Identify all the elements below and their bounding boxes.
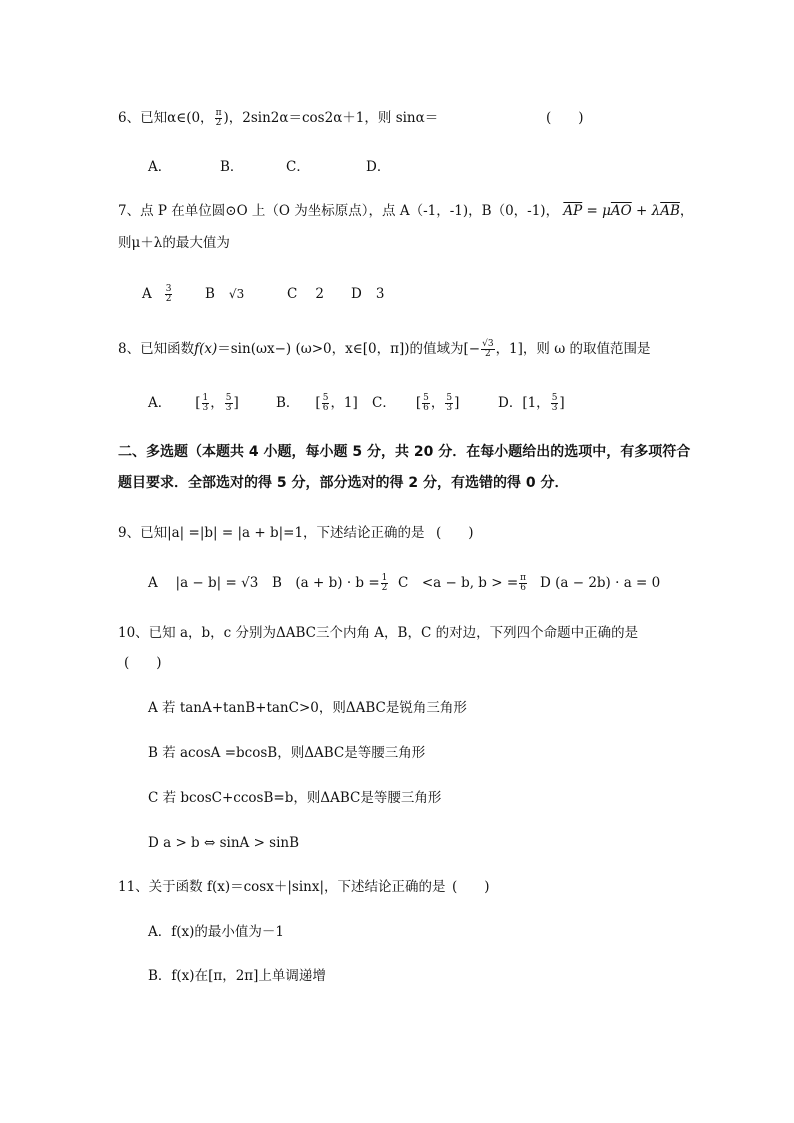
q9-option-d: D (a − 2b) · a = 0: [540, 575, 661, 591]
q9-opt-b-num: 1: [381, 573, 388, 583]
q8-option-c: C． [ $\frac{5}{6}$ ， $\frac{5}{3}$ ]: [372, 393, 460, 413]
q8-option-d: D．[1， $\frac{5}{3}$ ]: [498, 393, 565, 413]
q8-opt-b-tail: ，1]: [330, 395, 358, 411]
q8-range-num: √3: [482, 339, 494, 349]
q7-stem-text: 7、点 P 在单位圆⊙O 上（O 为坐标原点），点 A（-1，-1)，B（0，-1)，: [118, 203, 560, 219]
q7-option-a: [142, 284, 173, 304]
q6-stem-tail: )，2sin2α＝cos2α＋1，则 sinα＝: [223, 110, 439, 126]
q8-opt-a-n1: 1: [202, 393, 209, 403]
q8-stem-b: ＝sin(ωx−) (ω>0，x∈[0，π])的值域为: [217, 341, 464, 357]
q9-option-c: [398, 573, 528, 593]
q8-opt-d-label: D．[1，: [498, 395, 550, 411]
q7-opt-a-label: A: [142, 286, 152, 302]
q10-option-c: C 若 bcosC+ccosB=b，则ΔABC是等腰三角形: [148, 790, 442, 806]
q8-opt-b-d: 6: [322, 403, 329, 413]
q11-answer-paren: ( ): [452, 879, 490, 895]
q8-opt-d-frac: [551, 394, 559, 413]
q7-vector-ab: $\overline{AB}$: [660, 203, 680, 219]
question-7-stem: [118, 201, 693, 221]
q6-option-a: A．: [148, 159, 172, 175]
q8-range-frac: [481, 340, 494, 359]
q11-option-b: B．f(x)在[π，2π]上单调递增: [148, 968, 326, 984]
q9-answer-paren: ( ): [436, 525, 474, 541]
q6-stem-text: 6、已知α∈(0，: [118, 110, 214, 126]
q8-opt-d-d: 3: [551, 403, 558, 413]
q7-line2: 则μ＋λ的最大值为: [118, 235, 230, 251]
q8-opt-c-n2: 5: [446, 393, 453, 403]
q7-lambda: λ: [651, 203, 661, 219]
q8-range-close: ，1]，则 ω 的取值范围是: [495, 341, 651, 357]
q9-opt-c-den: 6: [520, 583, 526, 593]
q6-option-b: B．: [220, 159, 244, 175]
q7-comma: ，: [679, 203, 694, 219]
question-6-stem: [118, 108, 438, 128]
question-9-stem: 9、已知|a| =|b| = |a + b|=1，下述结论正确的是: [118, 525, 425, 541]
q8-opt-c-frac2: [445, 394, 453, 413]
q8-opt-a-d1: 3: [202, 403, 209, 413]
q8-range-open: [−: [463, 341, 481, 357]
q6-answer-paren: ( ): [546, 110, 584, 126]
q8-opt-a-frac1: [202, 394, 210, 413]
q7-opt-d-label: D: [351, 286, 362, 302]
section2-heading-line2: 题目要求．全部选对的得 5 分，部分选对的得 2 分，有选错的得 0 分．: [118, 475, 569, 491]
q7-opt-b-label: B: [205, 286, 215, 302]
q9-opt-c-num: π: [520, 573, 527, 583]
q9-opt-c-frac: [519, 574, 527, 593]
q7-opt-b-val: √3: [228, 287, 245, 301]
q7-opt-a-den: 2: [165, 294, 172, 304]
q7-opt-c-val: 2: [315, 286, 324, 302]
q6-frac-den: 2: [215, 118, 222, 128]
q8-opt-b-n: 5: [322, 393, 329, 403]
q8-option-b: B． [ $\frac{5}{6}$ ，1]: [276, 393, 358, 413]
q8-opt-b-label: B．: [276, 395, 300, 411]
q11-option-a: A．f(x)的最小值为－1: [148, 924, 284, 940]
q7-option-d: [351, 284, 384, 304]
q9-option-a: A |a − b| = √3: [148, 575, 259, 591]
q8-opt-a-d2: 3: [225, 403, 232, 413]
q8-opt-a-frac2: [225, 394, 233, 413]
q7-opt-a-frac: [165, 285, 173, 304]
q8-opt-b-frac: [322, 394, 330, 413]
q7-vector-ao: $\overline{AO}$: [610, 203, 632, 219]
q8-option-a: A． [ $\frac{1}{3}$ ， $\frac{5}{3}$ ]: [148, 393, 239, 413]
question-8-stem: [118, 339, 651, 359]
q10-answer-paren: ( ): [124, 655, 162, 671]
q9-opt-b-den: 2: [381, 583, 388, 593]
q9-option-b: [272, 573, 389, 593]
question-10-stem: 10、已知 a，b，c 分别为ΔABC三个内角 A，B，C 的对边，下列四个命题中正确的是: [118, 625, 639, 641]
q10-option-b: B 若 acosA =bcosB，则ΔABC是等腰三角形: [148, 745, 426, 761]
q7-opt-c-label: C: [287, 286, 298, 302]
q10-option-d: D a > b ⇔ sinA > sinB: [148, 835, 300, 851]
q8-opt-a-n2: 5: [225, 393, 232, 403]
q8-opt-a-label: A．: [148, 395, 172, 411]
question-11-stem: 11、关于函数 f(x)＝cosx＋|sinx|，下述结论正确的是: [118, 879, 446, 895]
q6-frac-num: π: [215, 108, 222, 118]
q8-stem-a: 8、已知函数: [118, 341, 195, 357]
q8-fx: f(x): [194, 341, 218, 357]
q6-option-c: C．: [286, 159, 310, 175]
q9-opt-b-label: B (a + b) · b =: [272, 575, 380, 591]
section2-heading-line1: 二、多选题（本题共 4 小题，每小题 5 分，共 20 分．在每小题给出的选项中，有多项符合: [118, 444, 691, 460]
q7-vector-ap: $\overline{AP}$: [563, 203, 583, 219]
q8-range-den: 2: [484, 349, 491, 359]
q7-opt-d-val: 3: [375, 286, 385, 302]
q8-opt-c-frac1: [422, 394, 430, 413]
q6-pi-over-2: [215, 109, 223, 128]
q8-opt-d-n: 5: [551, 393, 558, 403]
q9-opt-b-frac: [381, 574, 389, 593]
q7-option-b: [205, 284, 244, 304]
q7-mu: μ: [602, 203, 611, 219]
q7-eq: =: [586, 203, 598, 219]
q6-option-d: D．: [366, 159, 391, 175]
q8-opt-c-d2: 3: [446, 403, 453, 413]
q8-opt-c-n1: 5: [423, 393, 429, 403]
q7-opt-a-num: 3: [165, 284, 172, 294]
q8-opt-c-d1: 6: [423, 403, 429, 413]
q7-option-c: [287, 284, 324, 304]
q8-opt-c-label: C．: [372, 395, 396, 411]
q7-plus: +: [636, 203, 648, 219]
q9-opt-c-label: C <a − b, b > =: [398, 575, 519, 591]
q10-option-a: A 若 tanA+tanB+tanC>0，则ΔABC是锐角三角形: [148, 700, 467, 716]
